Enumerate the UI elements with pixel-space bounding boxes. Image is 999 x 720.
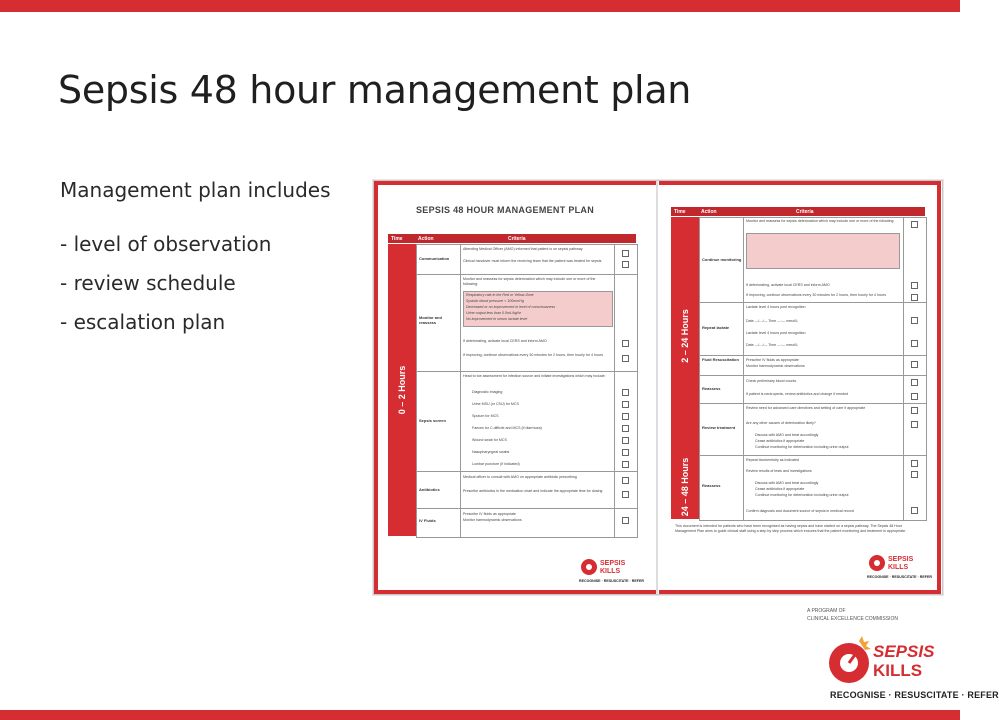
action-cell (699, 455, 745, 521)
column-header: Action (701, 209, 717, 215)
checkbox-icon (622, 340, 629, 347)
checkbox-icon (911, 282, 918, 289)
checkbox-cell (903, 302, 927, 357)
criteria-text: If improving, continue observations every 30 minutes for 2 hours, then hourly for 4 hours (746, 293, 887, 297)
criteria-text: Attending Medical Officer (AMO) informed that patient is on sepsis pathway (463, 247, 583, 251)
criteria-text: Prescribe IV fluids as appropriate (746, 358, 799, 362)
criteria-text: Head to toe assessment for infection source and initiate investigations which may include: (463, 374, 606, 378)
checkbox-icon (622, 461, 629, 468)
criteria-text: Lumbar puncture (if indicated) (472, 462, 520, 466)
slide-title: Sepsis 48 hour management plan (58, 68, 692, 112)
criteria-text: Cease antibiotics if appropriate (755, 439, 805, 443)
action-label: Review treatment (702, 425, 736, 430)
logo-tagline-small: RECOGNISE · RESUSCITATE · REFER (579, 579, 644, 583)
bullet-list (60, 232, 271, 349)
criteria-text: Respiratory rate in the Red or Yellow Zone (466, 293, 534, 297)
checkbox-icon (911, 421, 918, 428)
table-header (671, 207, 925, 216)
document-page-left (374, 181, 658, 594)
criteria-text: Continue monitoring for deterioration including urine output (755, 493, 849, 497)
criteria-text: If improving, continue observations every 30 minutes for 2 hours, then hourly for 4 hours (463, 353, 604, 357)
criteria-text: Check preliminary blood counts (746, 379, 797, 383)
criteria-text: If patient is neutropenic, review antibiotics and change if needed (746, 392, 849, 396)
criteria-text: If deteriorating, activate local CERS and inform AMO (746, 283, 830, 287)
checkbox-icon (911, 471, 918, 478)
criteria-text: Date ---/---/--- Time ---:--- mmol/L (746, 343, 799, 347)
intro-text: Management plan includes (60, 178, 331, 202)
checkbox-icon (911, 340, 918, 347)
sepsis-kills-icon (867, 549, 932, 581)
action-label: IV Fluids (419, 518, 436, 523)
criteria-text: Repeat biochemistry as indicated (746, 458, 799, 462)
page-border (659, 590, 941, 594)
checkbox-icon (622, 389, 629, 396)
column-header: Time (391, 236, 403, 242)
program-credit: A PROGRAM OF CLINICAL EXCELLENCE COMMISSION (807, 608, 898, 622)
checkbox-icon (911, 361, 918, 368)
sepsis-kills-icon (579, 553, 644, 585)
logo-tagline-small: RECOGNISE · RESUSCITATE · REFER (867, 575, 932, 579)
checkbox-cell (614, 244, 638, 276)
logo-tagline: RECOGNISE · RESUSCITATE · REFER (830, 690, 999, 700)
column-header: Criteria (796, 209, 814, 215)
checkbox-icon (911, 317, 918, 324)
action-cell (699, 403, 745, 457)
checkbox-icon (911, 460, 918, 467)
criteria-text: Prescribe IV fluids as appropriate (463, 512, 516, 516)
checkbox-icon (911, 379, 918, 386)
checkbox-cell (903, 217, 927, 304)
criteria-text: Monitor and reassess for sepsis deterioration which may include one or more of the following: (746, 219, 895, 223)
management-plan-document (373, 180, 943, 595)
criteria-text: Confirm diagnosis and document source of sepsis in medical record (746, 509, 854, 513)
criteria-text: Monitor and reassess for sepsis deterioration which may include one or more of the following: (463, 277, 596, 286)
column-header: Time (674, 209, 686, 215)
action-label: Continue monitoring (702, 257, 742, 262)
logo-word-sepsis: SEPSIS (600, 560, 626, 567)
checkbox-icon (622, 261, 629, 268)
checkbox-icon (622, 449, 629, 456)
logo-word-kills: KILLS (888, 564, 909, 571)
column-header: Action (418, 236, 434, 242)
page-border (374, 590, 656, 594)
criteria-text: Sputum for MCS (472, 414, 499, 418)
bullet-item: - review schedule (60, 271, 236, 295)
page-border (374, 181, 378, 594)
action-label: Sepsis screen (419, 418, 446, 423)
document-heading: SEPSIS 48 HOUR MANAGEMENT PLAN (416, 205, 595, 215)
logo-word-sepsis: SEPSIS (888, 556, 914, 563)
document-page-right (659, 181, 941, 594)
checkbox-icon (622, 491, 629, 498)
criteria-cell (460, 371, 616, 473)
criteria-text: Faeces for C.difficile and MCS (if diarrhoea) (472, 426, 542, 430)
page-border (937, 181, 941, 594)
checkbox-icon (911, 294, 918, 301)
criteria-text: Date ---/---/--- Time ---:--- mmol/L (746, 319, 799, 323)
bullet-item: - level of observation (60, 232, 272, 256)
criteria-text: Lactate level 4 hours post recognition (746, 331, 806, 335)
table-header (388, 234, 636, 243)
criteria-text: Monitor haemodynamic observations (463, 518, 522, 522)
criteria-text: Prescribe antibiotics in the medication chart and indicate the appropriate time for dosing (463, 489, 603, 493)
checkbox-icon (911, 221, 918, 228)
sepsis-kills-logo-small (867, 549, 932, 586)
criteria-text: Monitor haemodynamic observations (746, 364, 805, 368)
checkbox-icon (911, 393, 918, 400)
criteria-text: Diagnostic imaging (472, 390, 503, 394)
logo-word-kills: KILLS (600, 568, 621, 575)
checkbox-cell (614, 371, 638, 473)
criteria-text: Decreased or no improvement in level of consciousness (466, 305, 556, 309)
criteria-text: Cease antibiotics if appropriate (755, 487, 805, 491)
sepsis-kills-logo-small (579, 553, 644, 590)
criteria-text: Medical officer to consult with AMO on appropriate antibiotic prescribing (463, 475, 577, 479)
page-border (374, 181, 656, 185)
checkbox-icon (622, 425, 629, 432)
criteria-text: If deteriorating, activate local CERS and inform AMO (463, 339, 547, 343)
criteria-text: No improvement in serum lactate level (466, 317, 528, 321)
criteria-text: Discuss with AMO and treat accordingly (755, 481, 819, 485)
warning-highlight (746, 233, 900, 269)
action-label: Fluid Resuscitation (702, 357, 739, 362)
time-band: 24 – 48 Hours (671, 455, 699, 519)
action-label: Antibiotics (419, 487, 440, 492)
bullet-item: - escalation plan (60, 310, 226, 334)
criteria-text: Urine output less than 0.5mL/kg/hr (466, 311, 521, 315)
criteria-text: Review results of tests and investigations (746, 469, 812, 473)
checkbox-icon (622, 477, 629, 484)
action-label: Repeat lactate (702, 325, 730, 330)
column-header: Criteria (508, 236, 526, 242)
time-band: 0 – 2 Hours (388, 244, 416, 536)
page-border (659, 181, 941, 185)
checkbox-icon (622, 401, 629, 408)
checkbox-icon (622, 355, 629, 362)
checkbox-icon (622, 517, 629, 524)
criteria-text: Clinical handover must inform the receiving team that the patient was treated for sepsis (463, 259, 602, 263)
logo-word-kills: KILLS (873, 661, 923, 680)
criteria-text: Wound swab for MCS (472, 438, 507, 442)
bottom-accent-bar (0, 710, 960, 720)
top-accent-bar (0, 0, 960, 12)
checkbox-icon (911, 507, 918, 514)
checkbox-icon (911, 407, 918, 414)
criteria-text: Are any other causes of deterioration likely? (746, 421, 816, 425)
action-label: Reassess (702, 483, 721, 488)
action-cell (416, 508, 462, 538)
criteria-text: Continue monitoring for deterioration including urine output (755, 445, 849, 449)
document-footer-note: This document is intended for patients who have been recognised as having sepsis and have started on a sepsis pathway. The Sepsis 48 Hour Management Plan aims to guide clinical staff using a step by step process which ensures that the patient monitoring and treatment is appropriate. (675, 524, 907, 533)
logo-word-sepsis: SEPSIS (873, 642, 935, 661)
checkbox-icon (622, 413, 629, 420)
action-label: Communication (419, 256, 450, 261)
action-label: Reassess (702, 386, 721, 391)
criteria-text: Lactate level 4 hours post recognition (746, 305, 806, 309)
criteria-text: Discuss with AMO and treat accordingly (755, 433, 819, 437)
criteria-text: Nasopharyngeal swabs (472, 450, 510, 454)
criteria-cell (743, 302, 905, 357)
checkbox-icon (622, 437, 629, 444)
criteria-text: Urine MSU (or CSU) for MCS (472, 402, 519, 406)
checkbox-icon (622, 250, 629, 257)
criteria-text: Review need for advanced care directives and setting of care if appropriate (746, 406, 866, 410)
time-band: 2 – 24 Hours (671, 217, 699, 455)
action-label: Monitor and reassess (419, 315, 442, 325)
criteria-text: Systolic blood pressure < 100mmHg (466, 299, 524, 303)
